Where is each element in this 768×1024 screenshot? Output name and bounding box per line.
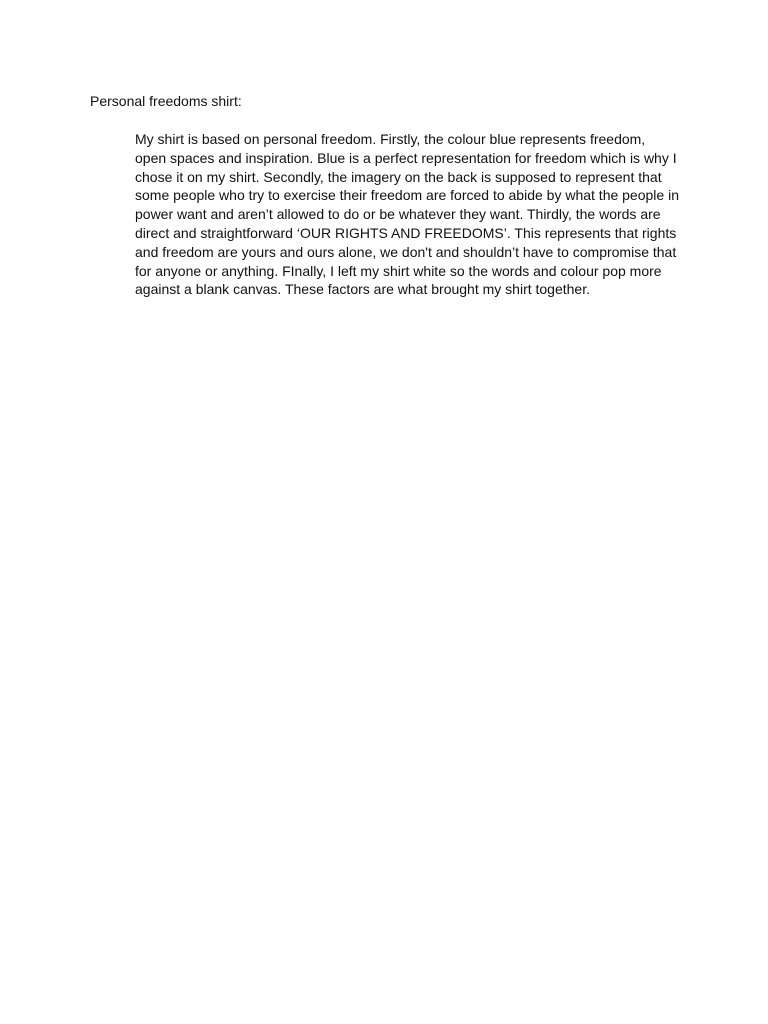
document-paragraph: My shirt is based on personal freedom. Firstly, the colour blue represents freedom, open spaces and inspiration. Blue is a perfect representation for freedom which is why I chose it on my shirt. Secondly, the imagery on the back is supposed to represent that some people who try to exercise their freedom are forced to abide by what the people in power want and aren’t allowed to do or be whatever they want. Thirdly, the words are direct and straightforward ‘OUR RIGHTS AND FREEDOMS’. This represents that rights and freedom are yours and ours alone, we don't and shouldn’t have to compromise that for anyone or anything. FInally, I left my shirt white so the words and colour pop more against a blank canvas. These factors are what brought my shirt together.	[135, 131, 679, 298]
document-title: Personal freedoms shirt:	[90, 93, 242, 109]
